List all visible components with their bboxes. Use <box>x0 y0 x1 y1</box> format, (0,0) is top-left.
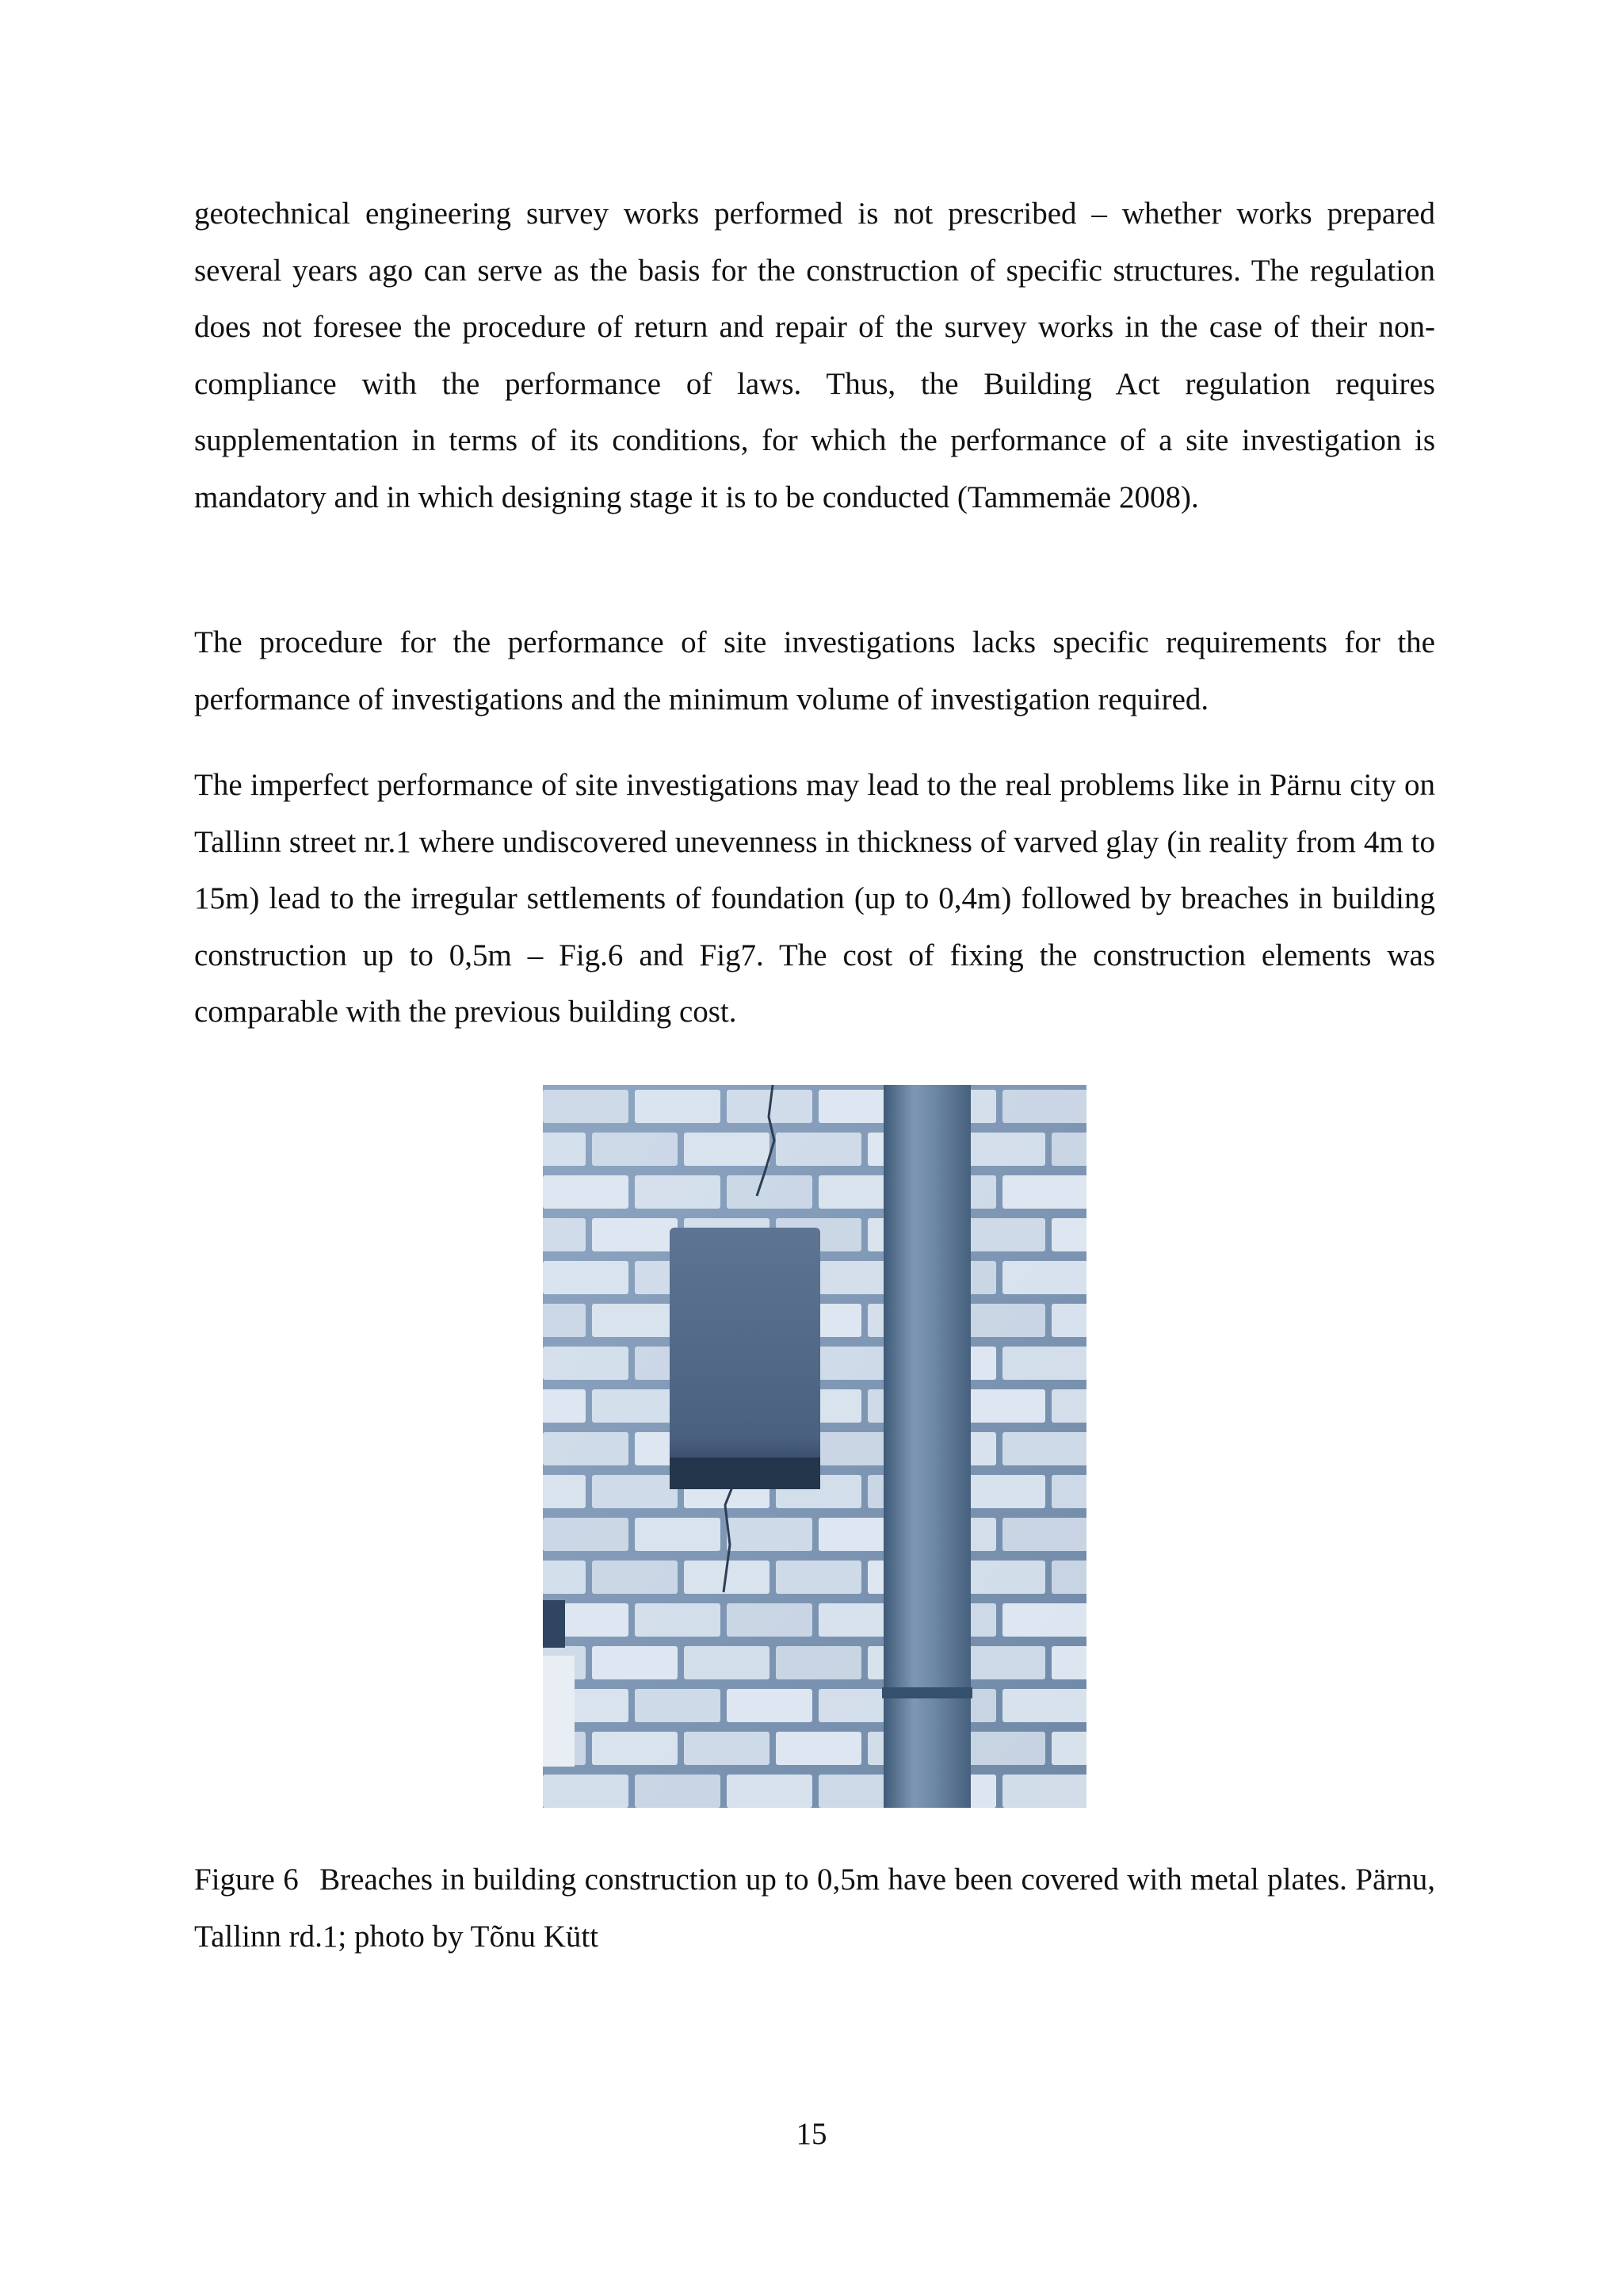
brick <box>684 1646 769 1679</box>
brick <box>776 1133 861 1166</box>
brick <box>1002 1175 1086 1209</box>
brick <box>592 1561 678 1594</box>
dark-patch <box>543 1600 565 1648</box>
brick <box>727 1175 812 1209</box>
brick <box>1002 1603 1086 1637</box>
brick <box>543 1475 586 1508</box>
metal-plate <box>670 1228 820 1489</box>
brick <box>960 1646 1045 1679</box>
brick <box>684 1133 769 1166</box>
brick <box>543 1347 628 1380</box>
brick <box>1052 1475 1086 1508</box>
brick <box>960 1218 1045 1251</box>
brick <box>592 1133 678 1166</box>
brick <box>776 1646 861 1679</box>
brick <box>543 1389 586 1423</box>
brick <box>727 1775 812 1808</box>
downpipe-joint <box>882 1687 972 1698</box>
brick <box>1052 1561 1086 1594</box>
brick <box>1052 1732 1086 1765</box>
brick <box>776 1732 861 1765</box>
body-paragraph-3: The imperfect performance of site investigations may lead to the real problems like in Pärnu city on Tallinn street nr.1 where undiscovered unevenness in thickness of varved glay (in reality from 4m to 15m) lead to the irregular settlements of foundation (up to 0,4m) followed by breaches in building construction up to 0,5m – Fig.6 and Fig7. The cost of fixing the construction elements was comparable with the previous building cost. <box>194 768 1435 1029</box>
brick <box>543 1518 628 1551</box>
brick <box>1052 1646 1086 1679</box>
brick <box>543 1775 628 1808</box>
metal-plate-bottom-edge <box>670 1457 820 1489</box>
brick <box>1002 1090 1086 1123</box>
figure-caption-text: Breaches in building construction up to 0,5m have been covered with metal plates. Pärnu, Tallinn rd.1; photo by Tõnu Kütt <box>194 1862 1436 1954</box>
brick <box>960 1133 1045 1166</box>
brick <box>1002 1261 1086 1294</box>
brick <box>592 1304 678 1337</box>
brick <box>776 1561 861 1594</box>
figure-caption <box>194 1851 1435 1965</box>
brick-wall-photo <box>543 1085 1086 1808</box>
brick <box>960 1389 1045 1423</box>
brick <box>727 1518 812 1551</box>
brick <box>1052 1389 1086 1423</box>
brick <box>960 1561 1045 1594</box>
brick <box>1002 1518 1086 1551</box>
brick <box>960 1732 1045 1765</box>
figure-photo-brick-wall <box>543 1085 1086 1808</box>
brick <box>1002 1775 1086 1808</box>
brick <box>592 1646 678 1679</box>
brick <box>543 1432 628 1465</box>
brick <box>592 1218 678 1251</box>
body-paragraph-2: The procedure for the performance of site investigations lacks specific requirements for the performance of investigations and the minimum volume of investigation required. <box>194 625 1435 716</box>
brick <box>543 1304 586 1337</box>
brick <box>543 1133 586 1166</box>
brick <box>1002 1689 1086 1722</box>
brick <box>1052 1218 1086 1251</box>
brick <box>1002 1347 1086 1380</box>
brick <box>635 1175 720 1209</box>
figure-label: Figure 6 <box>194 1862 299 1897</box>
brick <box>543 1175 628 1209</box>
brick <box>592 1732 678 1765</box>
page-number: 15 <box>796 2117 827 2151</box>
brick <box>543 1218 586 1251</box>
brick <box>960 1475 1045 1508</box>
brick <box>635 1518 720 1551</box>
brick <box>684 1732 769 1765</box>
brick <box>543 1561 586 1594</box>
body-paragraph-1: geotechnical engineering survey works performed is not prescribed – whether works prepared several years ago can serve as the basis for the construction of specific structures. The regulation does not foresee the procedure of return and repair of the survey works in the case of their non-compliance with the performance of laws. Thus, the Building Act regulation requires supplementation in terms of its conditions, for which the performance of a site investigation is mandatory and in which designing stage it is to be conducted (Tammemäe 2008). <box>194 197 1435 514</box>
window-frame <box>543 1656 575 1767</box>
brick <box>635 1689 720 1722</box>
brick <box>543 1090 628 1123</box>
brick <box>635 1603 720 1637</box>
brick <box>592 1389 678 1423</box>
brick <box>1052 1304 1086 1337</box>
brick <box>543 1261 628 1294</box>
brick <box>635 1775 720 1808</box>
brick <box>592 1475 678 1508</box>
brick <box>727 1603 812 1637</box>
downpipe <box>884 1085 971 1808</box>
brick <box>727 1689 812 1722</box>
brick <box>1052 1133 1086 1166</box>
brick <box>960 1304 1045 1337</box>
brick <box>635 1090 720 1123</box>
brick <box>1002 1432 1086 1465</box>
